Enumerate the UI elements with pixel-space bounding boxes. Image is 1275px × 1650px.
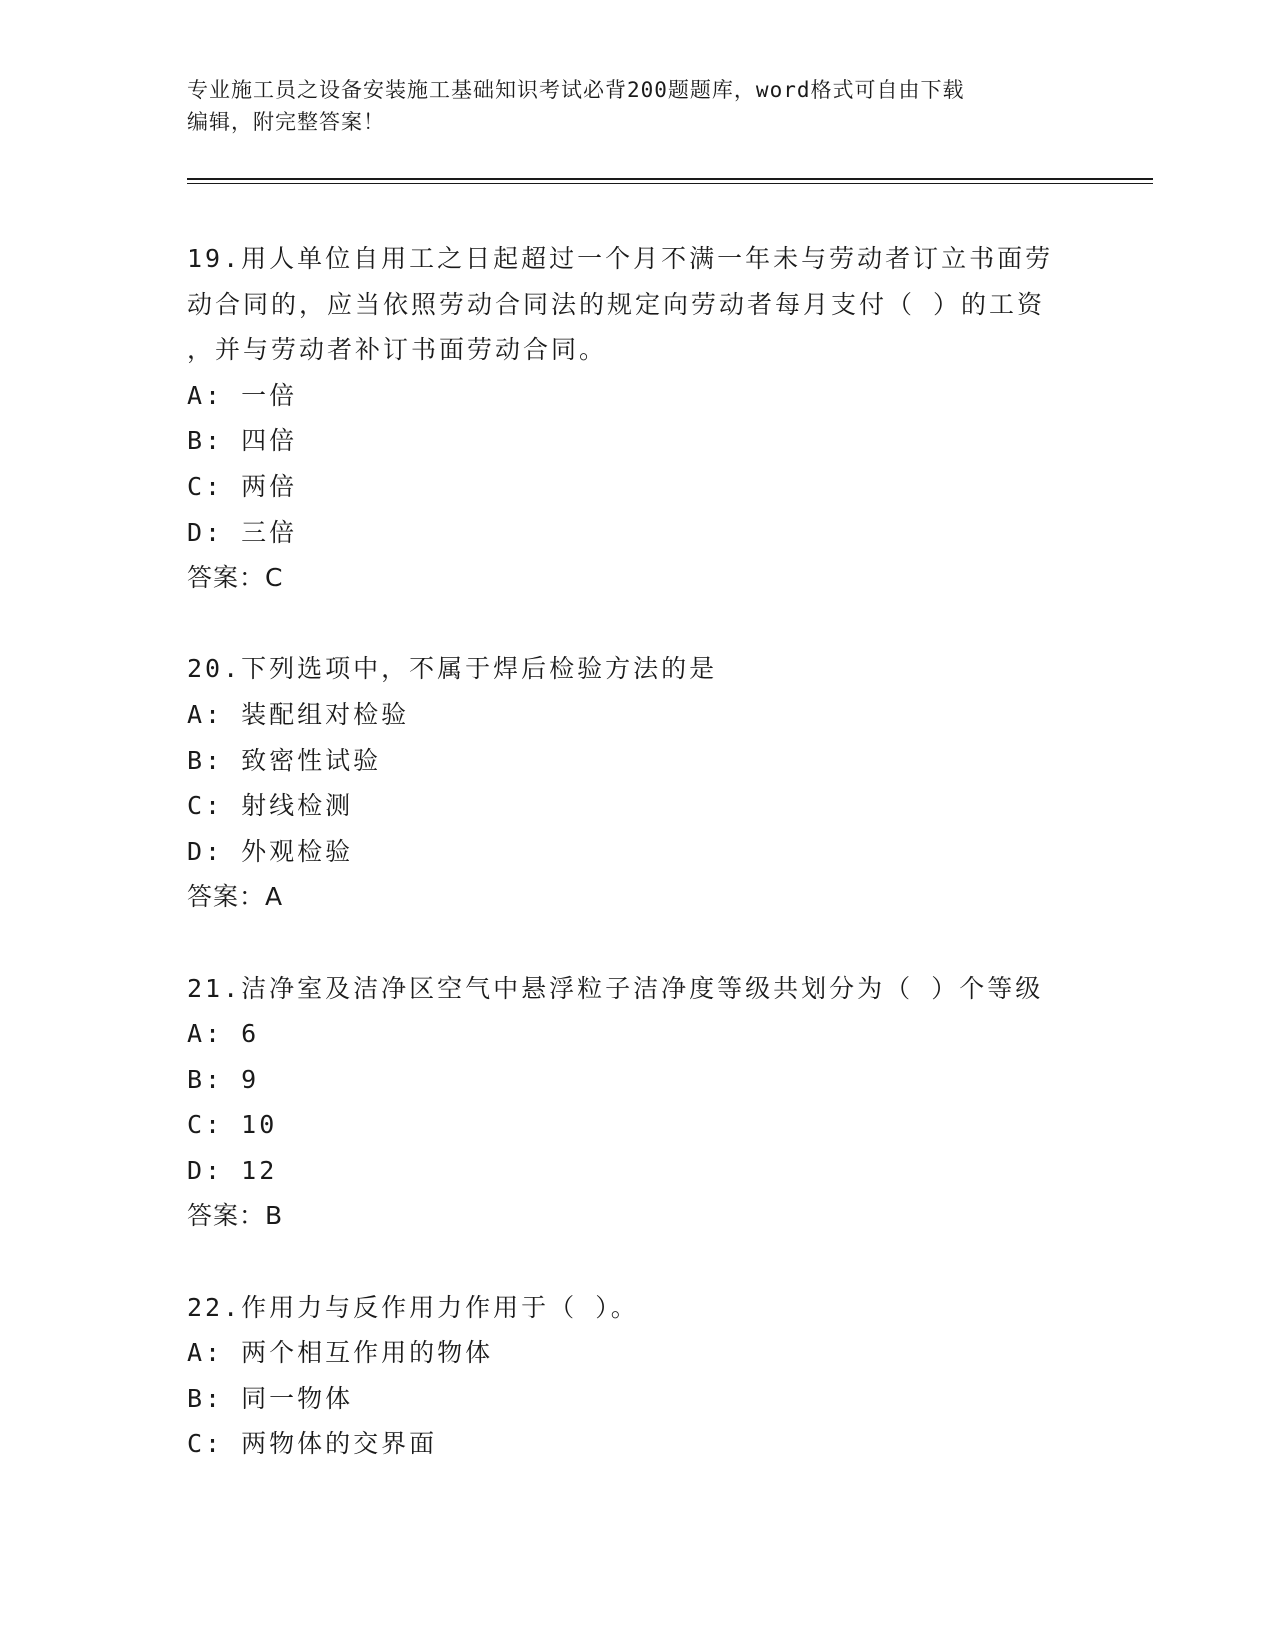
option-a: A: 一倍: [187, 380, 298, 410]
option-c: C: 射线检测: [187, 791, 354, 821]
option-a: A: 6: [187, 1019, 260, 1049]
question-19: [187, 236, 1087, 601]
option-c: C: 两倍: [187, 471, 298, 501]
option-d: D: 12: [187, 1155, 278, 1185]
option-d: D: 外观检验: [187, 836, 354, 866]
question-22: [187, 1285, 1087, 1467]
spacer: [187, 1239, 1087, 1285]
question-20: [187, 646, 1087, 920]
option-a: A: 两个相互作用的物体: [187, 1338, 494, 1368]
header-line-2: 编辑，附完整答案！: [187, 110, 385, 134]
document-header: [187, 74, 1087, 138]
answer: 答案：C: [187, 563, 284, 593]
question-text: 21.洁净室及洁净区空气中悬浮粒子洁净度等级共划分为（ ）个等级: [187, 973, 1044, 1003]
answer: 答案：B: [187, 1201, 284, 1231]
question-list: [187, 236, 1087, 1467]
option-c: C: 10: [187, 1110, 278, 1140]
option-c: C: 两物体的交界面: [187, 1429, 438, 1459]
question-text: 19.用人单位自用工之日起超过一个月不满一年未与劳动者订立书面劳: [187, 244, 1054, 273]
question-text: 动合同的，应当依照劳动合同法的规定向劳动者每月支付（ ）的工资: [187, 289, 1046, 319]
option-a: A: 装配组对检验: [187, 699, 410, 729]
header-divider: [187, 178, 1153, 184]
question-text: ，并与劳动者补订书面劳动合同。: [187, 335, 608, 365]
question-text: 20.下列选项中，不属于焊后检验方法的是: [187, 654, 718, 684]
option-d: D: 三倍: [187, 517, 298, 547]
header-line-1: 专业施工员之设备安装施工基础知识考试必背200题题库，word格式可自由下载: [187, 78, 965, 102]
spacer: [187, 601, 1087, 647]
option-b: B: 致密性试验: [187, 745, 382, 775]
question-21: [187, 966, 1087, 1240]
option-b: B: 9: [187, 1064, 260, 1094]
answer: 答案：A: [187, 882, 284, 912]
spacer: [187, 920, 1087, 966]
option-b: B: 四倍: [187, 426, 298, 456]
option-b: B: 同一物体: [187, 1383, 354, 1413]
question-text: 22.作用力与反作用力作用于（ ）。: [187, 1292, 639, 1322]
